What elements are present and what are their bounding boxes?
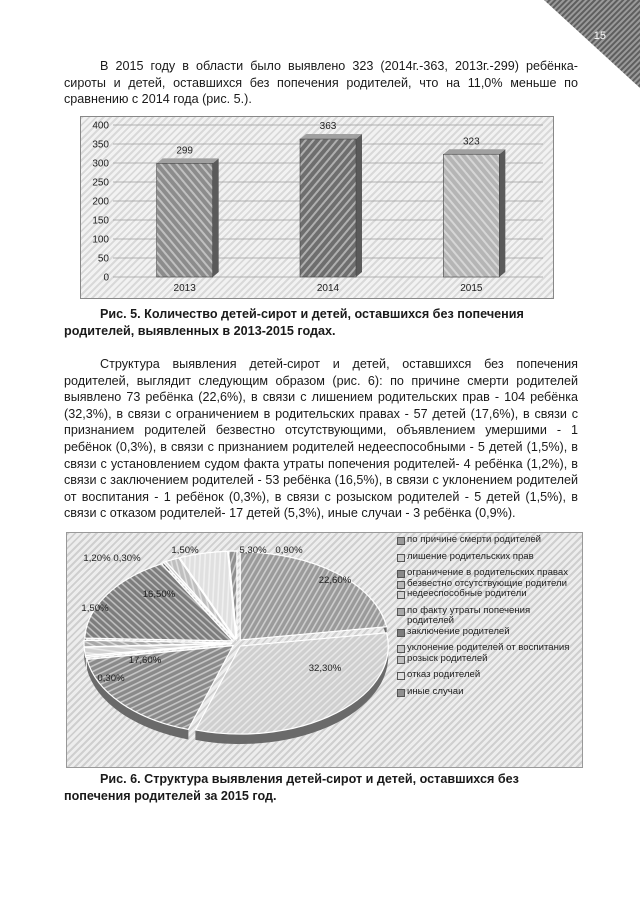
structure-paragraph: Структура выявления детей-сирот и детей, оставшихся без попечения родителей, выглядит следующим образом (рис. 6): по причине смерти родителей выявлено 73 ребёнка (22,6%), в связи с лишением родительских прав - 104 ребёнка (32,3%), в связи с ограничением в родительских правах - 57 детей (17,6%), в связи с признанием родителей безвестно отсутствующими, объявлением умершими - 1 ребёнок (0,3%), в связи с признанием родителей недееспособными - 5 детей (1,5%), в связи с установлением судом факта утраты попечения родителей- 4 ребёнка (1,2%), в связи с заключением родителей - 53 ребёнка (16,5%), в связи с уклонением родителей от воспитания - 1 ребёнок (0,3%), в связи с розыском родителей - 5 детей (1,5%), в связи с отказом родителей- 17 детей (5,3%), иные случаи - 3 ребёнка (0,9%). — [64, 357, 578, 521]
legend-swatch — [397, 554, 405, 562]
y-tick-label: 50 — [97, 253, 109, 265]
legend-item — [397, 654, 579, 665]
pie-chart-canvas — [67, 533, 397, 767]
pie-data-label: 17,60% — [128, 655, 162, 666]
legend-label: иные случаи — [407, 685, 464, 697]
bar-2013 — [157, 163, 213, 277]
legend-swatch — [397, 537, 405, 545]
bar-top — [157, 158, 219, 163]
legend-item — [397, 627, 579, 638]
bar-data-label: 299 — [176, 145, 194, 157]
pie-legend — [397, 535, 579, 697]
bar-data-label: 363 — [319, 121, 337, 133]
legend-item — [397, 535, 579, 546]
legend-item — [397, 670, 579, 681]
legend-swatch — [397, 629, 405, 637]
figure-5-caption: Рис. 5. Количество детей-сирот и детей, оставшихся без попечения родителей, выявленных в 2013-2015 годах. — [64, 307, 524, 338]
pie-data-label: 1,50% — [81, 603, 109, 614]
legend-item — [397, 589, 579, 600]
bar-top — [443, 149, 505, 154]
x-tick-label: 2015 — [460, 283, 483, 294]
legend-label: по причине смерти родителей — [407, 534, 542, 545]
bar-side — [213, 158, 219, 277]
legend-label: розыск родителей — [407, 652, 488, 664]
page-number: 15 — [593, 30, 606, 42]
legend-label: лишение родительских прав — [407, 550, 534, 562]
bar-top — [300, 134, 362, 139]
y-tick-label: 400 — [92, 120, 109, 132]
legend-swatch — [397, 672, 405, 680]
legend-label: ограничение в родительских правах — [407, 567, 569, 578]
legend-label: уклонение родителей от воспитания — [407, 642, 570, 653]
legend-label: недееспособные родители — [407, 588, 527, 599]
x-tick-label: 2013 — [173, 283, 196, 294]
bar-data-label: 323 — [462, 136, 480, 148]
pie-data-label: 1,50% — [171, 545, 199, 556]
legend-swatch — [397, 591, 405, 599]
pie-data-label: 0,90% — [275, 545, 303, 556]
bar-2015 — [443, 154, 499, 277]
y-tick-label: 250 — [92, 177, 109, 189]
figure-6-caption: Рис. 6. Структура выявления детей-сирот и детей, оставшихся без попечения родителей за 2015 год. — [64, 772, 519, 803]
pie-area — [67, 533, 397, 767]
y-tick-label: 350 — [92, 139, 109, 151]
legend-label: по факту утраты попечения родителей — [407, 604, 531, 626]
legend-swatch — [397, 570, 405, 578]
bar-chart-figure-5 — [80, 116, 554, 299]
bar-side — [499, 149, 505, 277]
legend-swatch — [397, 689, 405, 697]
y-tick-label: 300 — [92, 158, 109, 170]
legend-label: безвестно отсутствующие родители — [407, 577, 568, 589]
legend-item — [397, 552, 579, 563]
pie-data-label: 5,30% — [239, 545, 267, 556]
legend-label: заключение родителей — [407, 625, 510, 637]
y-tick-label: 200 — [92, 196, 109, 208]
pie-chart-figure-6 — [66, 532, 583, 768]
pie-data-label: 1,20% — [83, 553, 111, 564]
legend-label: отказ родителей — [407, 669, 481, 680]
legend-swatch — [397, 656, 405, 664]
y-tick-label: 0 — [103, 272, 109, 284]
intro-paragraph: В 2015 году в области было выявлено 323 (2014г.-363, 2013г.-299) ребёнка-сироты и детей, оставшихся без попечения родителей, что на 11,0% меньше по сравнению с 2014 года (рис. 5.). — [64, 59, 578, 107]
pie-data-label: 0,30% — [113, 553, 141, 564]
legend-item — [397, 606, 579, 627]
legend-item — [397, 687, 579, 698]
y-tick-label: 150 — [92, 215, 109, 227]
legend-swatch — [397, 645, 405, 653]
pie-data-label: 32,30% — [308, 663, 342, 674]
bar-2014 — [300, 139, 356, 277]
x-tick-label: 2014 — [316, 283, 340, 294]
pie-data-label: 22,60% — [318, 575, 352, 586]
bar-chart-canvas — [81, 117, 553, 298]
pie-data-label: 16,50% — [142, 589, 176, 600]
pie-data-label: 0,30% — [97, 673, 125, 684]
legend-swatch — [397, 581, 405, 589]
y-tick-label: 100 — [92, 234, 109, 246]
pie-slice — [240, 552, 386, 640]
bar-side — [356, 134, 362, 277]
legend-swatch — [397, 608, 405, 616]
